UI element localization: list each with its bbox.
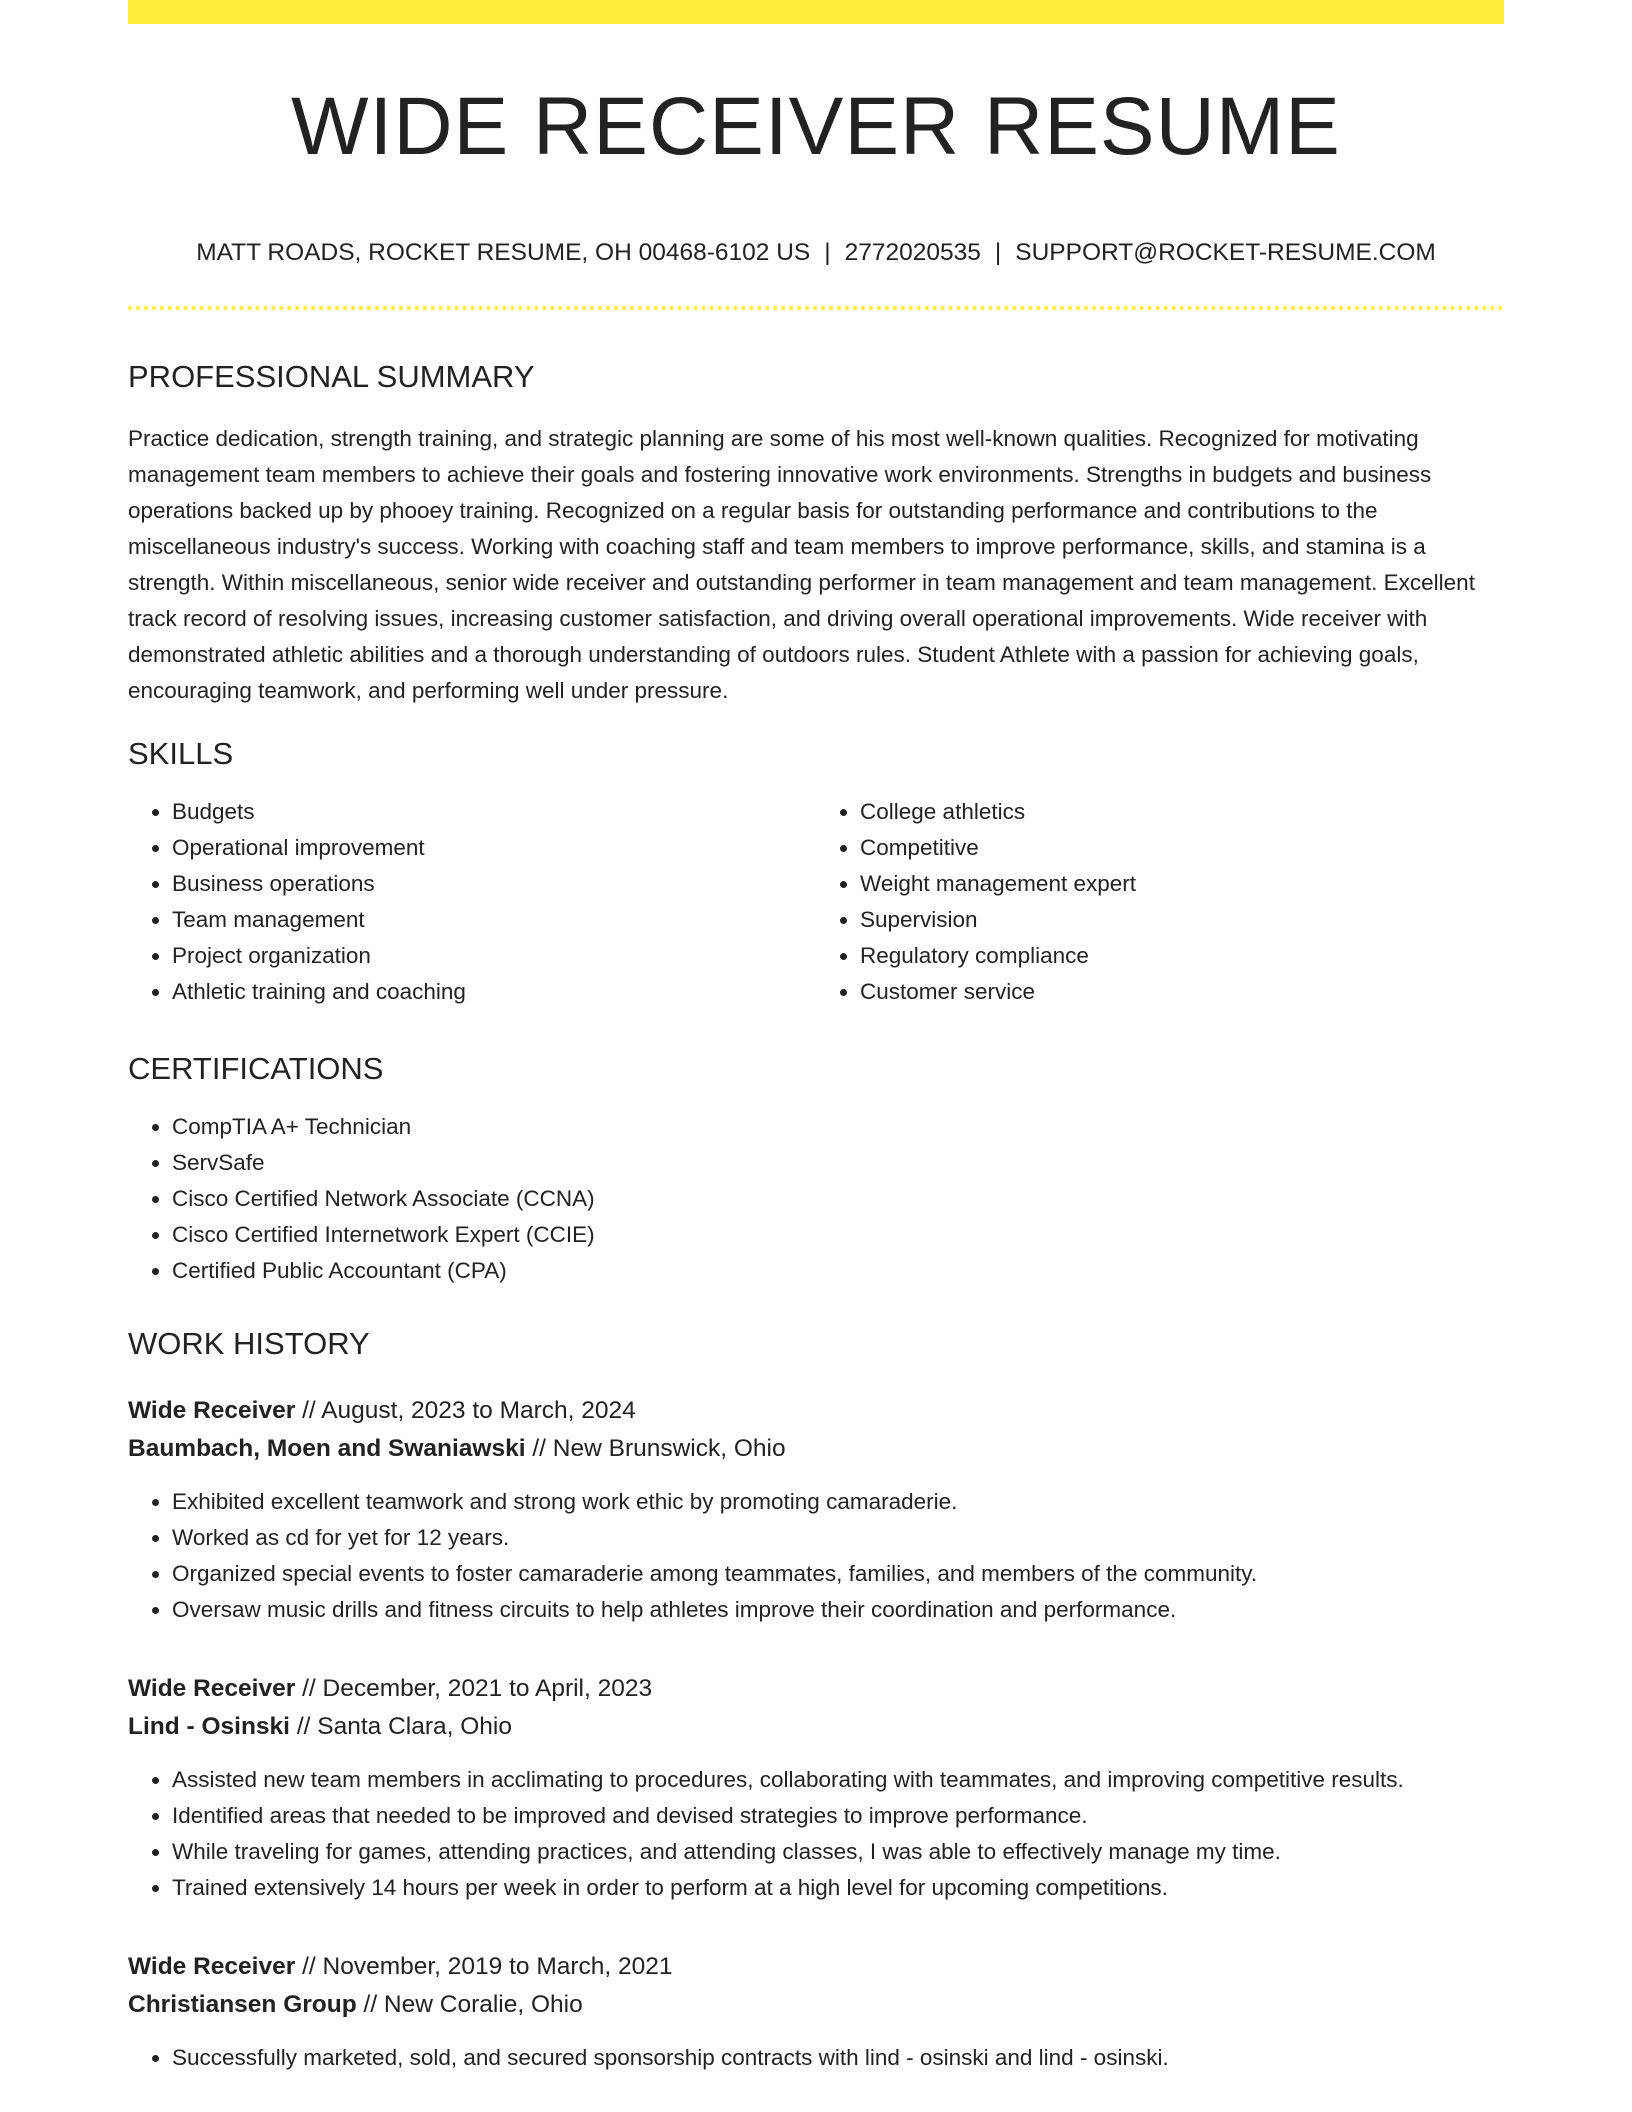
dotted-divider bbox=[128, 306, 1504, 310]
certification-item: • CompTIA A+ Technician bbox=[172, 1109, 1504, 1145]
job-entry bbox=[128, 1670, 1504, 1906]
job-company: Baumbach, Moen and Swaniawski bbox=[128, 1435, 526, 1463]
job-bullet: • Oversaw music drills and fitness circuits to help athletes improve their coordination and performance. bbox=[172, 1592, 1504, 1628]
skill-item: • Budgets bbox=[172, 794, 816, 830]
skills-heading: SKILLS bbox=[128, 735, 234, 771]
skill-item: • Competitive bbox=[860, 830, 1504, 866]
skill-item: • Regulatory compliance bbox=[860, 938, 1504, 974]
job-dates: // August, 2023 to March, 2024 bbox=[302, 1397, 636, 1425]
job-bullet: • Successfully marketed, sold, and secured sponsorship contracts with lind - osinski and lind - osinski. bbox=[172, 2040, 1504, 2076]
job-bullet: • Exhibited excellent teamwork and strong work ethic by promoting camaraderie. bbox=[172, 1484, 1504, 1520]
job-title: Wide Receiver bbox=[128, 1953, 296, 1981]
skill-item: • Weight management expert bbox=[860, 866, 1504, 902]
job-entry bbox=[128, 1948, 1504, 2076]
job-entry bbox=[128, 1392, 1504, 1628]
certification-item: • ServSafe bbox=[172, 1145, 1504, 1181]
job-bullet: • Worked as cd for yet for 12 years. bbox=[172, 1520, 1504, 1556]
job-company-line bbox=[128, 1430, 1504, 1468]
accent-bar bbox=[128, 0, 1504, 24]
certifications-heading: CERTIFICATIONS bbox=[128, 1050, 384, 1086]
job-title-line bbox=[128, 1948, 1504, 1986]
job-title: Wide Receiver bbox=[128, 1397, 296, 1425]
certification-item: • Cisco Certified Network Associate (CCNA) bbox=[172, 1181, 1504, 1217]
job-bullet: • While traveling for games, attending practices, and attending classes, I was able to effectively manage my time. bbox=[172, 1834, 1504, 1870]
job-bullet: • Trained extensively 14 hours per week in order to perform at a high level for upcoming competitions. bbox=[172, 1870, 1504, 1906]
skill-item: • Team management bbox=[172, 902, 816, 938]
contact-phone: 2772020535 bbox=[844, 239, 981, 267]
job-bullet: • Organized special events to foster camaraderie among teammates, families, and members of the community. bbox=[172, 1556, 1504, 1592]
skill-item: • Athletic training and coaching bbox=[172, 974, 816, 1010]
contact-address: MATT ROADS, ROCKET RESUME, OH 00468-6102 US bbox=[196, 239, 811, 267]
job-bullets bbox=[128, 2040, 1504, 2076]
skill-item: • Business operations bbox=[172, 866, 816, 902]
work-history-heading: WORK HISTORY bbox=[128, 1326, 370, 1362]
skills-list bbox=[128, 794, 1504, 1010]
certification-item: • Certified Public Accountant (CPA) bbox=[172, 1253, 1504, 1289]
certifications-list bbox=[128, 1109, 1504, 1289]
job-location: // New Coralie, Ohio bbox=[363, 1991, 583, 2019]
resume-content bbox=[128, 0, 1504, 2076]
job-location: // New Brunswick, Ohio bbox=[532, 1435, 786, 1463]
skill-item: • Customer service bbox=[860, 974, 1504, 1010]
job-company: Christiansen Group bbox=[128, 1991, 357, 2019]
job-bullet: • Identified areas that needed to be improved and devised strategies to improve performance. bbox=[172, 1798, 1504, 1834]
skills-column-right bbox=[816, 794, 1504, 1010]
job-company: Lind - Osinski bbox=[128, 1713, 290, 1741]
job-bullets bbox=[128, 1762, 1504, 1906]
contact-separator: | bbox=[994, 239, 1002, 267]
skill-item: • Supervision bbox=[860, 902, 1504, 938]
contact-separator: | bbox=[824, 239, 831, 267]
job-title-line bbox=[128, 1392, 1504, 1430]
skill-item: • Project organization bbox=[172, 938, 816, 974]
contact-email: SUPPORT@ROCKET-RESUME.COM bbox=[1015, 239, 1436, 267]
summary-heading: PROFESSIONAL SUMMARY bbox=[128, 358, 535, 394]
contact-line bbox=[128, 238, 1504, 267]
job-bullet: • Assisted new team members in acclimating to procedures, collaborating with teammates, and improving competitive results. bbox=[172, 1762, 1504, 1798]
skills-column-left bbox=[128, 794, 816, 1010]
job-dates: // November, 2019 to March, 2021 bbox=[302, 1953, 673, 1981]
job-company-line bbox=[128, 1986, 1504, 2024]
job-dates: // December, 2021 to April, 2023 bbox=[302, 1675, 653, 1703]
certification-item: • Cisco Certified Internetwork Expert (CCIE) bbox=[172, 1217, 1504, 1253]
job-location: // Santa Clara, Ohio bbox=[296, 1713, 512, 1741]
resume-title: WIDE RECEIVER RESUME bbox=[291, 81, 1341, 172]
job-title: Wide Receiver bbox=[128, 1675, 296, 1703]
job-bullets bbox=[128, 1484, 1504, 1628]
skill-item: • Operational improvement bbox=[172, 830, 816, 866]
job-company-line bbox=[128, 1708, 1504, 1746]
summary-text: Practice dedication, strength training, and strategic planning are some of his most well-known qualities. Recognized for motivating management team members to achieve their goals and fostering innovative work environments. Strengths in budgets and business operations backed up by phooey training. Recognized on a regular basis for outstanding performance and contributions to the miscellaneous industry's success. Working with coaching staff and team members to improve performance, skills, and stamina is a strength. Within miscellaneous, senior wide receiver and outstanding performer in team management and team management. Excellent track record of resolving issues, increasing customer satisfaction, and driving overall operational improvements. Wide receiver with demonstrated athletic abilities and a thorough understanding of outdoors rules. Student Athlete with a passion for achieving goals, encouraging teamwork, and performing well under pressure. bbox=[128, 425, 1475, 703]
skill-item: • College athletics bbox=[860, 794, 1504, 830]
job-title-line bbox=[128, 1670, 1504, 1708]
